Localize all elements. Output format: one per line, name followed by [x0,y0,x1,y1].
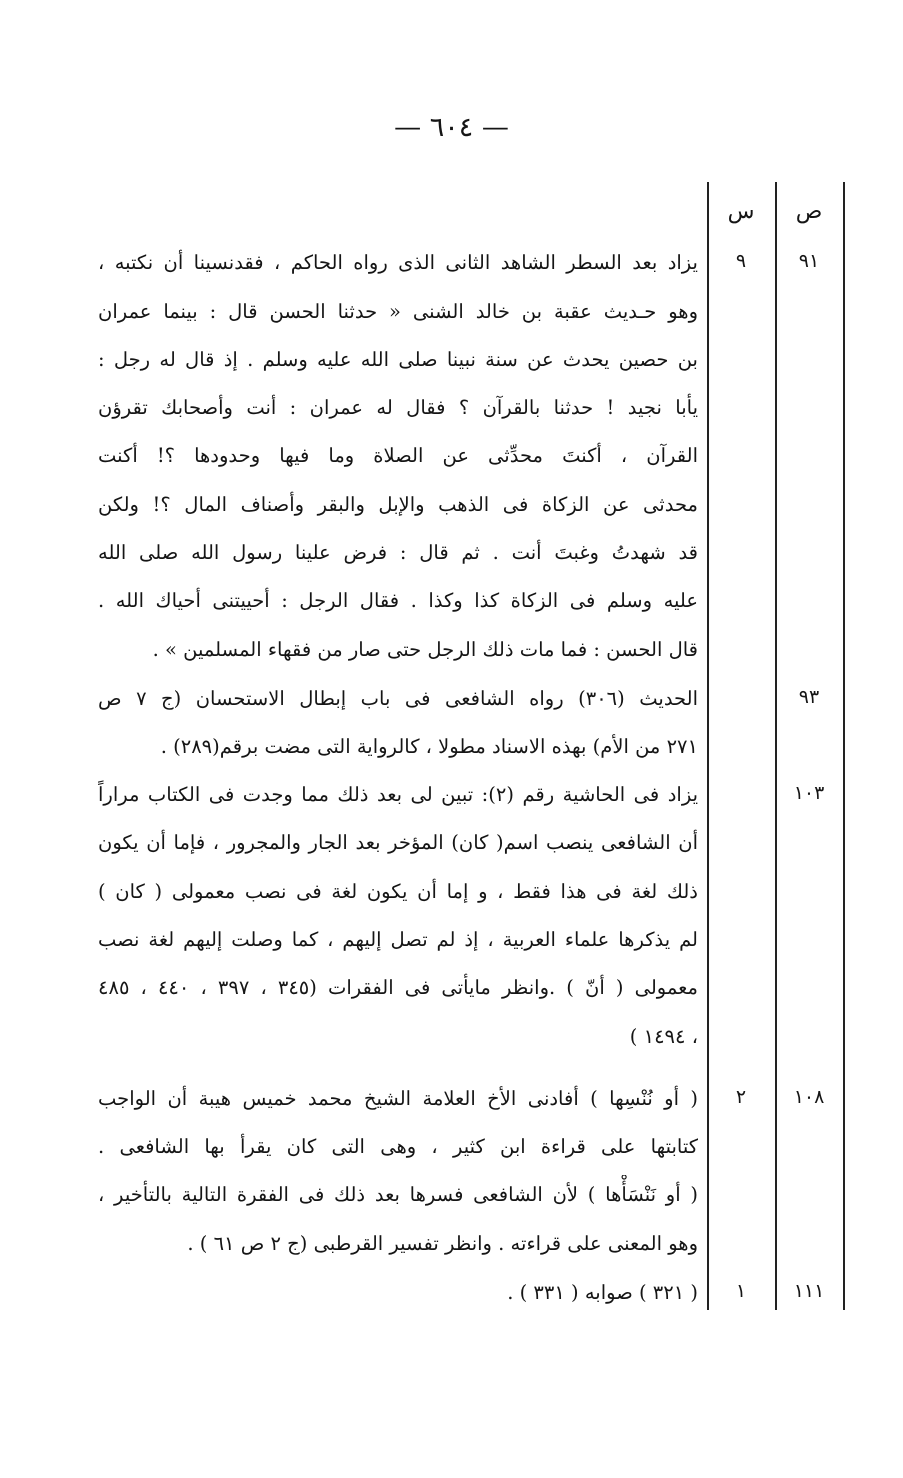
entry-text-line: لم يذكرها علماء العربية ، إذ لم تصل إليهم ، كما وصلت إليهم لغة نصب [98,928,698,951]
entry-text-line: قد شهدتُ وغبتَ أنت . ثم قال : فرض علينا رسول الله صلى الله [98,541,698,564]
entry-text-line: ( أو نَنْسَأْها ) لأن الشافعى فسرها بعد ذلك فى الفقرة التالية بالتأخير ، [98,1183,698,1206]
line-column-header: س [727,199,755,224]
page-column-header: ص [795,199,823,224]
entry-text-line: ، ١٤٩٤ ) [629,1025,698,1048]
entry-text-line: ٢٧١ من الأم) بهذه الاسناد مطولا ، كالرواية التى مضت برقم(٢٨٩) . [160,735,698,758]
line-ref: ٩ [735,250,747,272]
entry-text-line: الحديث (٣٠٦) رواه الشافعى فى باب إبطال الاستحسان (ج ٧ ص [98,687,698,710]
entry-text-line: ( أو نُنْسِها ) أفادنى الأخ العلامة الشيخ محمد خميس هيبة أن الواجب [98,1087,698,1110]
page-ref: ١٠٣ [793,782,825,804]
entry-text-line: كتابتها على قراءة ابن كثير ، وهى التى كان يقرأ بها الشافعى . [98,1135,698,1158]
entry-text-line: ( ٣٢١ ) صوابه ( ٣٣١ ) . [507,1281,698,1304]
column-divider [775,182,777,1310]
entry-text-line: وهو حـديث عقبة بن خالد الشنى « حدثنا الحسن قال : بينما عمران [98,300,698,323]
entry-text-line: يأبا نجيد ! حدثنا بالقرآن ؟ فقال له عمران : أنت وأصحابك تقرؤن [98,396,698,419]
entry-text-line: يزاد بعد السطر الشاهد الثانى الذى رواه الحاكم ، فقدنسينا أن نكتبه ، [98,251,698,274]
entry-text-line: يزاد فى الحاشية رقم (٢): تبين لى بعد ذلك مما وجدت فى الكتاب مراراً [98,783,698,806]
entry-text-line: وهو المعنى على قراءته . وانظر تفسير القرطبى (ج ٢ ص ٦١ ) . [187,1232,698,1255]
page-ref: ١٠٨ [793,1086,825,1108]
entry-text-line: بن حصين يحدث عن سنة نبينا صلى الله عليه وسلم . إذ قال له رجل : [98,348,698,371]
page-ref: ٩١ [798,250,820,272]
entry-text-line: أن الشافعى ينصب اسم( كان) المؤخر بعد الجار والمجرور ، فإما أن يكون [98,831,698,854]
page-ref: ١١١ [793,1280,825,1302]
entry-text-line: معمولى ( أنّ ) .وانظر مايأتى فى الفقرات (٣٤٥ ، ٣٩٧ ، ٤٤٠ ، ٤٨٥ [98,976,698,999]
page-number: — ٦٠٤ — [394,112,509,143]
column-divider [707,182,709,1310]
entry-text-line: قال الحسن : فما مات ذلك الرجل حتى صار من فقهاء المسلمين » . [152,638,698,661]
entry-text-line: محدثى عن الزكاة فى الذهب والإبل والبقر وأصناف المال ؟! ولكن [98,493,698,516]
line-ref: ١ [735,1280,747,1302]
entry-text-line: ذلك لغة فى هذا فقط ، و إما أن يكون لغة فى نصب معمولى ( كان ) [98,880,698,903]
line-ref: ٢ [735,1086,747,1108]
entry-text-line: عليه وسلم فى الزكاة كذا وكذا . فقال الرجل : أحييتنى أحياك الله . [98,589,698,612]
page-ref: ٩٣ [798,686,820,708]
column-divider [843,182,845,1310]
entry-text-line: القرآن ، أكنتَ محدِّثى عن الصلاة وما فيها وحدودها ؟! أكنت [98,444,698,467]
